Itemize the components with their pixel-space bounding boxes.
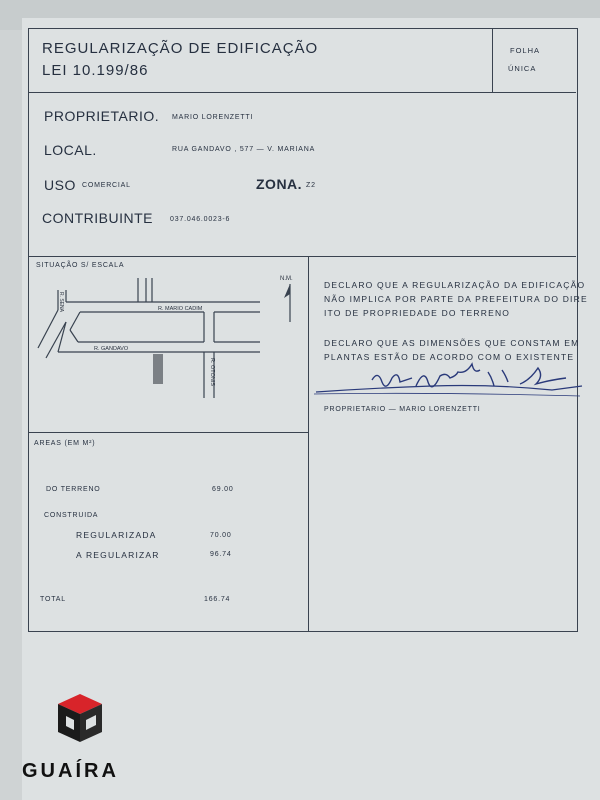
street-line (70, 330, 78, 342)
folha-value: ÚNICA (508, 64, 537, 73)
divider-owner (28, 256, 576, 257)
local-value: RUA GANDAVO , 577 — V. MARIANA (172, 146, 316, 153)
terreno-value: 69.00 (212, 486, 234, 493)
divider-header (28, 92, 576, 93)
signature (312, 362, 584, 402)
folha-label: FOLHA (510, 46, 541, 55)
divider-middle (308, 256, 309, 632)
declaration-p1-l2: NÃO IMPLICA POR PARTE DA PREFEITURA DO DIRE (324, 294, 588, 304)
proprietario-label: PROPRIETARIO. (44, 108, 160, 124)
contribuinte-value: 037.046.0023-6 (170, 216, 231, 223)
street-label-gandavo: R. GANDAVO (94, 346, 129, 352)
regularizada-value: 70.00 (210, 532, 232, 539)
form-law: LEI 10.199/86 (42, 62, 149, 79)
areas-title: AREAS (EM M²) (34, 440, 96, 447)
total-label: TOTAL (40, 596, 66, 603)
declaration-p2-l1: DECLARO QUE AS DIMENSÕES QUE CONSTAM EM (324, 338, 580, 348)
zona-label: ZONA. (256, 176, 303, 192)
form-title: REGULARIZAÇÃO DE EDIFICAÇÃO (42, 40, 319, 57)
uso-label: USO (44, 177, 76, 193)
divider-areas (28, 432, 308, 433)
proprietario-value: MARIO LORENZETTI (172, 114, 254, 121)
guaira-logo-icon (44, 690, 116, 754)
declaration-p1-l3: ITO DE PROPRIEDADE DO TERRENO (324, 308, 511, 318)
declaration-p2-l2: PLANTAS ESTÃO DE ACORDO COM O EXISTENTE (324, 352, 575, 362)
uso-value: COMERCIAL (82, 182, 131, 189)
a-regularizar-label: A REGULARIZAR (76, 550, 160, 560)
construida-label: CONSTRUIDA (44, 512, 99, 519)
divider-folha (492, 28, 493, 92)
north-arrow-head-icon (284, 284, 290, 298)
street-label-left: R. SENA (58, 292, 64, 313)
brand-name: GUAÍRA (22, 760, 119, 782)
terreno-label: DO TERRENO (46, 486, 101, 493)
zona-value: Z2 (306, 182, 316, 189)
total-value: 166.74 (204, 596, 231, 603)
local-label: LOCAL. (44, 142, 97, 158)
signer-name: PROPRIETARIO — MARIO LORENZETTI (324, 406, 481, 413)
situacao-map (28, 270, 308, 430)
situacao-title: SITUAÇÃO S/ ESCALA (36, 262, 125, 269)
street-line (58, 322, 66, 352)
lot-hatch (153, 354, 163, 384)
street-label-mario-cadim: R. MARIO CADIM (158, 306, 203, 312)
regularizada-label: REGULARIZADA (76, 530, 157, 540)
street-label-otonis: R. OTONIS (209, 358, 215, 387)
north-label: N.M. (280, 276, 293, 282)
contribuinte-label: CONTRIBUINTE (42, 210, 153, 226)
street-line (70, 312, 80, 330)
a-regularizar-value: 96.74 (210, 551, 232, 558)
declaration-p1-l1: DECLARO QUE A REGULARIZAÇÃO DA EDIFICAÇÃO (324, 280, 586, 290)
